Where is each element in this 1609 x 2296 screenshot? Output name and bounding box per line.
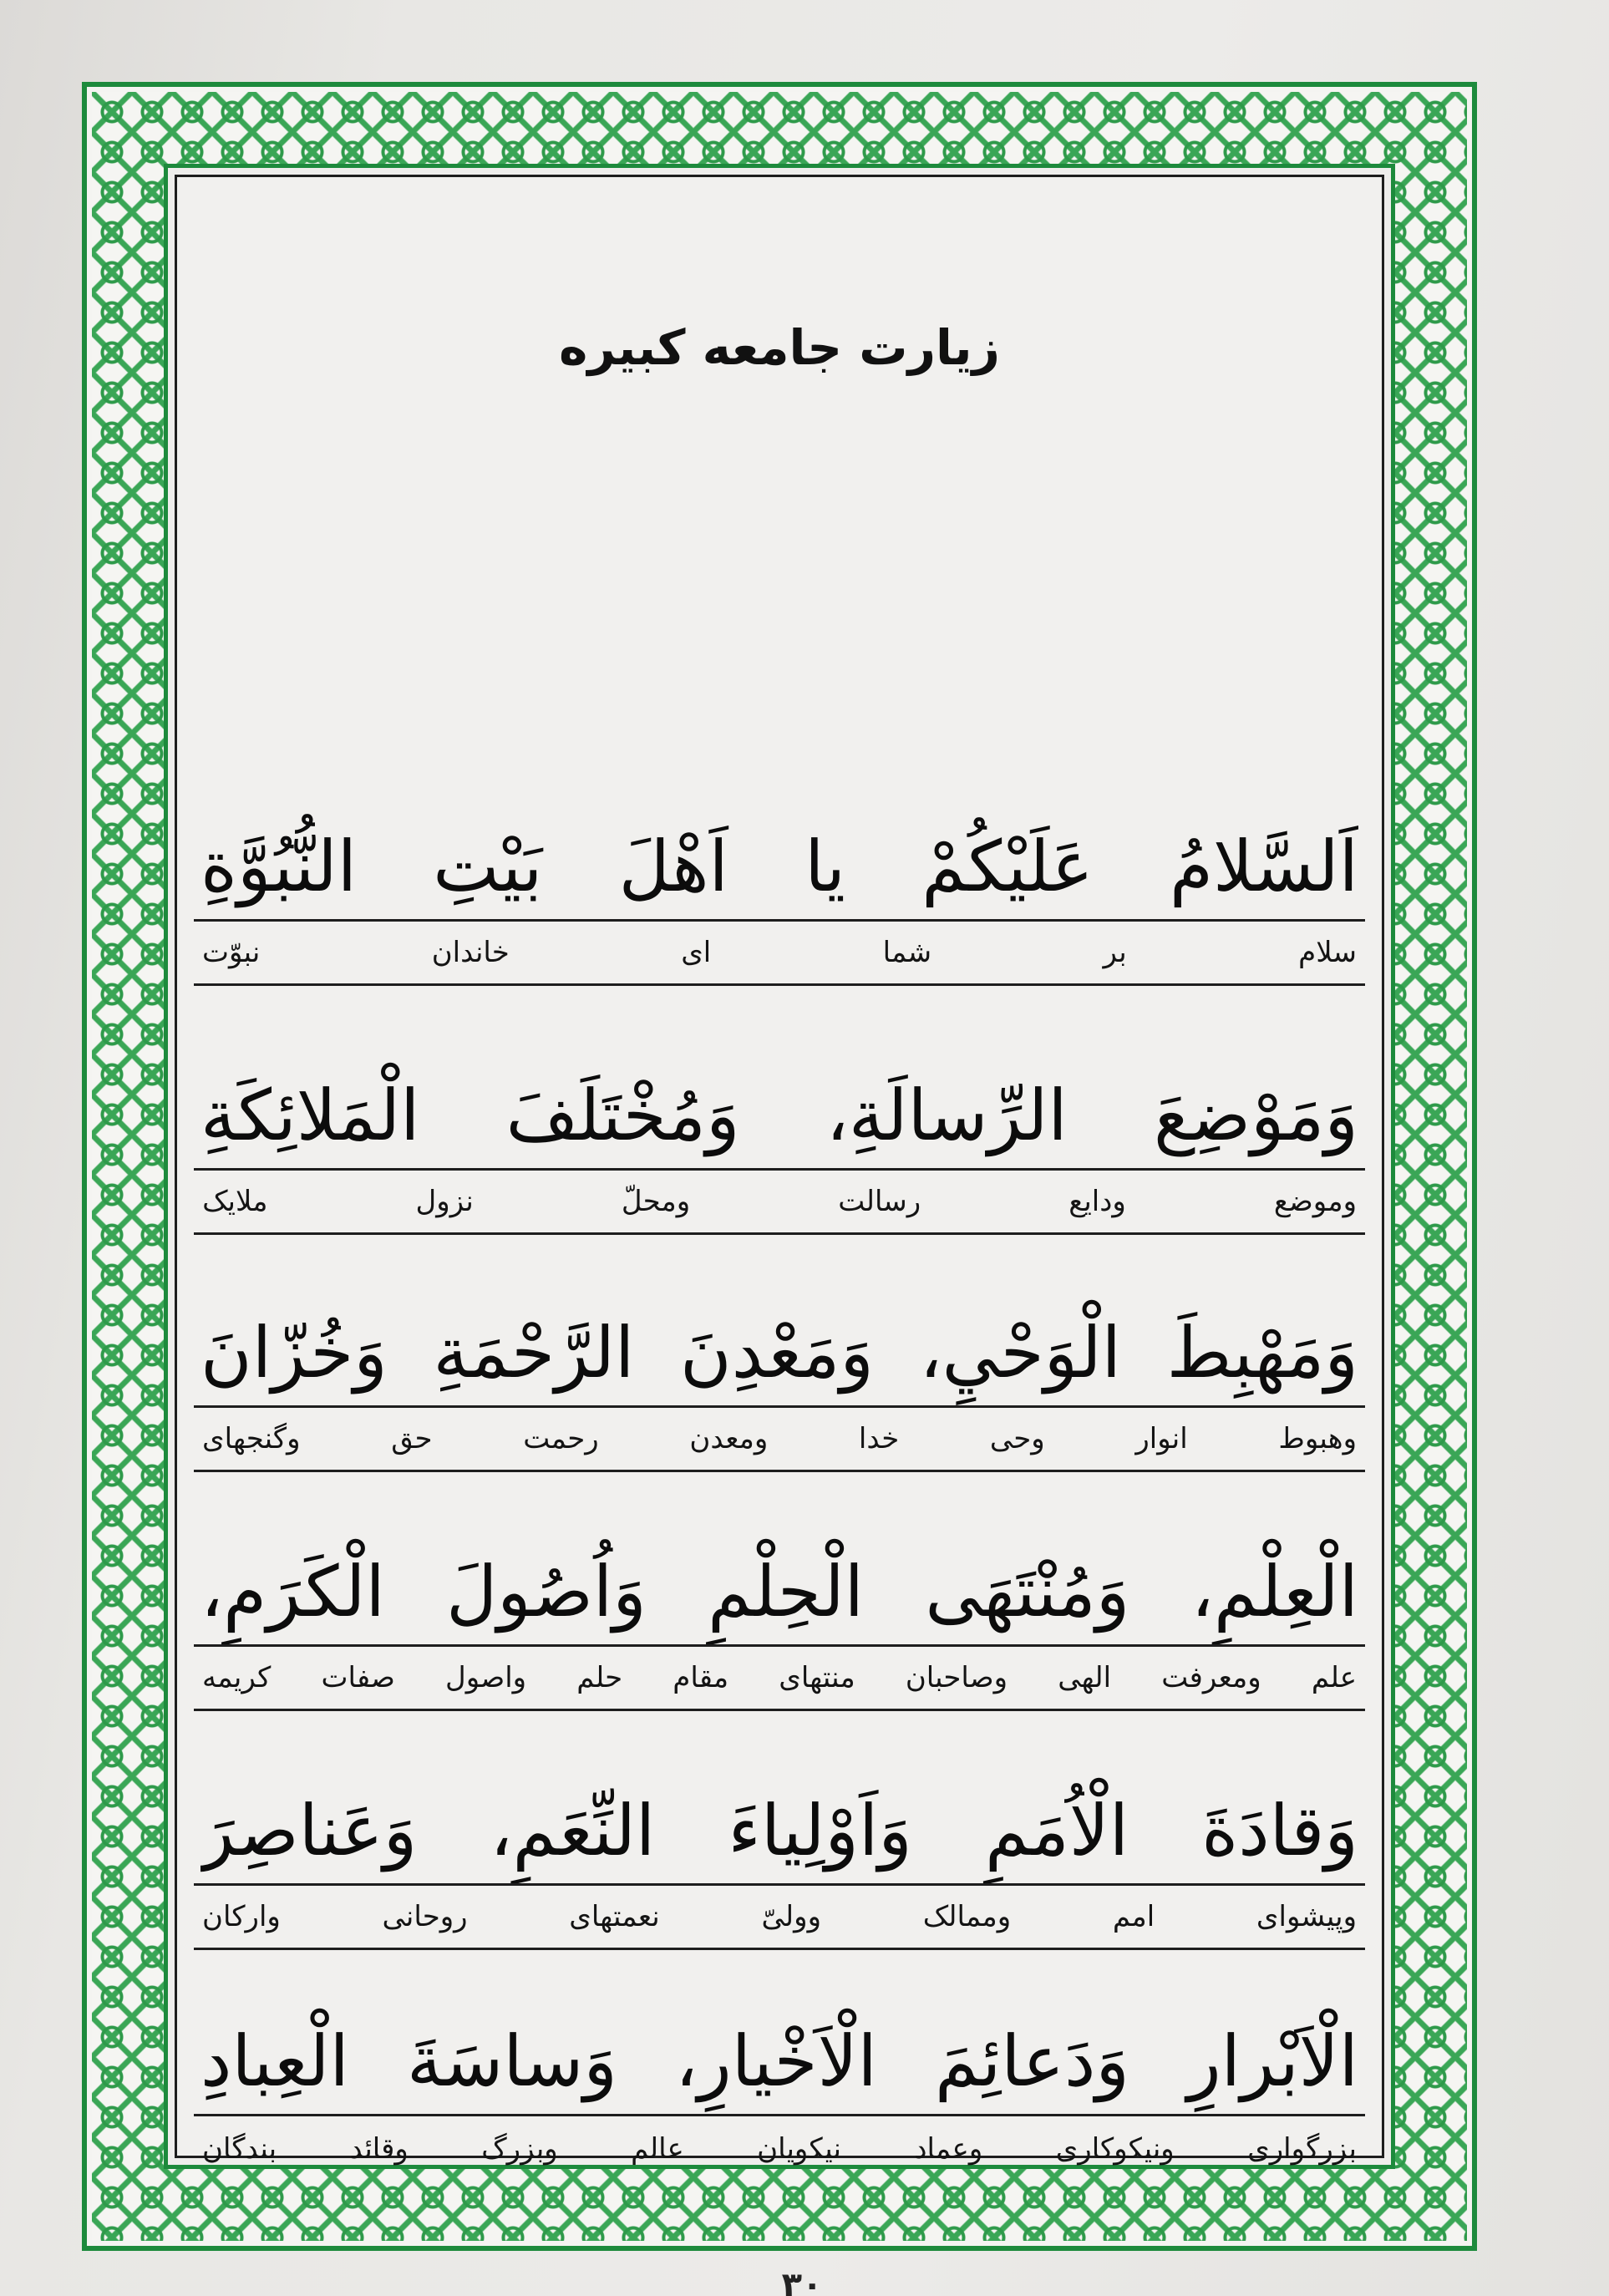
translation-word: وممالک [922, 1900, 1012, 1933]
translation-word: روحانی [382, 1900, 468, 1933]
translation-line-1 [194, 919, 1365, 986]
translation-word: وپیشوای [1256, 1900, 1357, 1933]
translation-word: خدا [858, 1422, 900, 1455]
inner-border [164, 164, 1395, 2169]
arabic-line-5: وَقادَةَ الْاُمَمِ وَاَوْلِياءَ النِّعَمِ، وَعَناصِرَ [200, 1790, 1358, 1872]
translation-word: وحی [989, 1422, 1045, 1455]
page-title: زیارت جامعه کبیره [559, 319, 1000, 376]
translation-word: ودایع [1068, 1185, 1126, 1218]
translation-word: ملایک [202, 1185, 268, 1218]
translation-line-6 [194, 2114, 1365, 2181]
translation-word: انوار [1135, 1422, 1188, 1455]
translation-text: علم ومعرفت الهی وصاحبان منتهای مقام حلم واصول صفات کریمه [202, 1661, 1357, 1694]
translation-line-3 [194, 1405, 1365, 1472]
translation-word: نبوّت [202, 936, 261, 969]
translation-word: وارکان [202, 1900, 281, 1933]
translation-word: رحمت [523, 1422, 599, 1455]
translation-word: خاندان [431, 936, 510, 969]
translation-word: وگنجهای [202, 1422, 301, 1455]
translation-word: رسالت [838, 1185, 921, 1218]
translation-word: شما [882, 936, 932, 969]
translation-word: وموضع [1273, 1185, 1357, 1218]
arabic-line-4: الْعِلْمِ، وَمُنْتَهَى الْحِلْمِ وَاُصُولَ الْكَرَمِ، [200, 1551, 1358, 1633]
translation-word: ومحلّ [621, 1185, 691, 1218]
arabic-line-3: وَمَهْبِطَ الْوَحْيِ، وَمَعْدِنَ الرَّحْمَةِ وَخُزّانَ [200, 1312, 1358, 1394]
translation-word: امم [1112, 1900, 1155, 1933]
translation-line-2 [194, 1168, 1365, 1235]
translation-word: ومعدن [689, 1422, 769, 1455]
arabic-line-6: الْاَبْرارِ وَدَعائِمَ الْاَخْيارِ، وَساسَةَ الْعِبادِ [200, 2020, 1358, 2102]
decorative-border [82, 82, 1477, 2251]
translation-word: حق [391, 1422, 433, 1455]
page-number: ۳۰ [781, 2266, 823, 2296]
translation-word: وولیّ [761, 1900, 821, 1933]
translation-word: بر [1103, 936, 1127, 969]
translation-line-4 [194, 1644, 1365, 1711]
translation-word: ای [681, 936, 712, 969]
arabic-line-1: اَلسَّلامُ عَلَيْكُمْ يا اَهْلَ بَيْتِ النُّبُوَّةِ [200, 825, 1358, 907]
arabic-line-2: وَمَوْضِعَ الرِّسالَةِ، وَمُخْتَلَفَ الْمَلائِكَةِ [200, 1074, 1358, 1156]
translation-line-5 [194, 1883, 1365, 1950]
translation-word: سلام [1298, 936, 1357, 969]
translation-text: بزرگواری ونیکوکاری وعماد نیکویان عالم وبزرگ وقائد بندگان [202, 2131, 1357, 2166]
text-frame [175, 175, 1384, 2166]
translation-word: نعمتهای [569, 1900, 660, 1933]
translation-word: نزول [415, 1185, 474, 1218]
translation-word: وهبوط [1278, 1422, 1357, 1455]
